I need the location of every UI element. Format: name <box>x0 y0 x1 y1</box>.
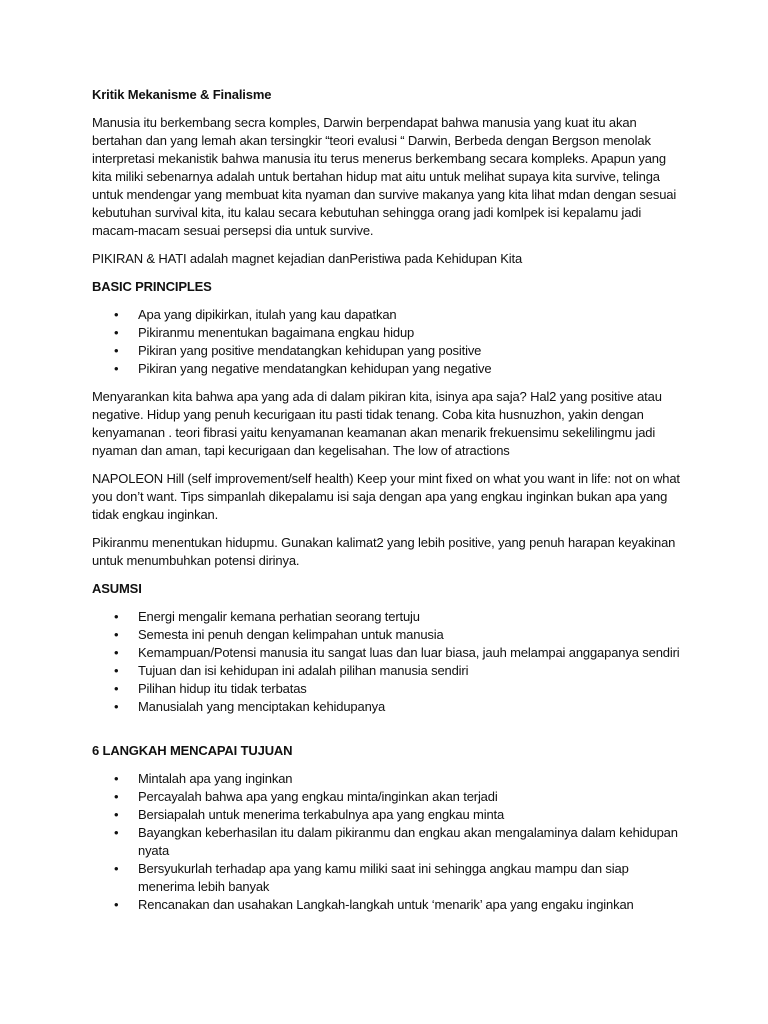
list-item: • Percayalah bahwa apa yang engkau minta/inginkan akan terjadi <box>92 788 682 806</box>
magnet-line: PIKIRAN & HATI adalah magnet kejadian danPeristiwa pada Kehidupan Kita <box>92 251 523 266</box>
list-item: • Rencanakan dan usahakan Langkah-langkah untuk ‘menarik’ apa yang engaku inginkan <box>92 896 682 914</box>
suggestion-paragraph: Menyarankan kita bahwa apa yang ada di dalam pikiran kita, isinya apa saja? Hal2 yang positive atau negative. Hidup yang penuh kecurigaan itu pasti tidak tenang. Coba kita husnuzhon, yakin dengan kenyamanan . teori fibrasi yaitu kenyamanan keamanan akan menarik frekuensimu sekelilingmu jadi nyaman dan aman, tapi kecurigaan dan kegelisahan. The low of atractions <box>92 389 662 458</box>
list-item: • Kemampuan/Potensi manusia itu sangat luas dan luar biasa, jauh melampai anggapanya sendiri <box>92 644 682 662</box>
list-item: • Mintalah apa yang inginkan <box>92 770 682 788</box>
list-item: • Pikiranmu menentukan bagaimana engkau hidup <box>92 324 682 342</box>
langkah-heading: 6 LANGKAH MENCAPAI TUJUAN <box>92 743 293 758</box>
list-item: • Pikiran yang negative mendatangkan kehidupan yang negative <box>92 360 682 378</box>
list-item: • Energi mengalir kemana perhatian seorang tertuju <box>92 608 682 626</box>
list-item: • Bersyukurlah terhadap apa yang kamu miliki saat ini sehingga angkau mampu dan siap menerima lebih banyak <box>92 860 682 896</box>
basic-principles-heading: BASIC PRINCIPLES <box>92 279 212 294</box>
section-spacer <box>92 726 682 742</box>
document-page <box>92 86 682 924</box>
asumsi-list <box>92 608 682 716</box>
intro-paragraph: Manusia itu berkembang secra komples, Darwin berpendapat bahwa manusia yang kuat itu akan bertahan dan yang lemah akan tersingkir “teori evalusi “ Darwin, Berbeda dengan Bergson menolak interpretasi mekanistik bahwa manusia itu terus menerus berkembang secara kompleks. Apapun yang kita miliki sebenarnya adalah untuk bertahan hidup mat aitu untuk melihat supaya kita survive, telinga untuk mendengar yang membuat kita nyaman dan survive makanya yang kita lihat mdan dengan sesuai kebutuhan survival kita, itu kalau secara kebutuhan sehingga orang jadi komlpek isi kepalamu jadi macam-macam sesuai persepsi dia untuk survive. <box>92 115 677 238</box>
list-item: • Pikiran yang positive mendatangkan kehidupan yang positive <box>92 342 682 360</box>
napoleon-paragraph: NAPOLEON Hill (self improvement/self health) Keep your mint fixed on what you want in life: not on what you don’t want. Tips simpanlah dikepalamu isi saja dengan apa yang engkau inginkan bukan apa yang tidak engkau inginkan. <box>92 471 680 522</box>
list-item: • Bayangkan keberhasilan itu dalam pikiranmu dan engkau akan mengalaminya dalam kehidupan nyata <box>92 824 682 860</box>
basic-principles-list <box>92 306 682 378</box>
list-item: • Apa yang dipikirkan, itulah yang kau dapatkan <box>92 306 682 324</box>
list-item: • Semesta ini penuh dengan kelimpahan untuk manusia <box>92 626 682 644</box>
list-item: • Bersiapalah untuk menerima terkabulnya apa yang engkau minta <box>92 806 682 824</box>
list-item: • Pilihan hidup itu tidak terbatas <box>92 680 682 698</box>
document-title: Kritik Mekanisme & Finalisme <box>92 87 272 102</box>
langkah-list <box>92 770 682 914</box>
asumsi-heading: ASUMSI <box>92 581 142 596</box>
list-item: • Manusialah yang menciptakan kehidupanya <box>92 698 682 716</box>
pikiran-paragraph: Pikiranmu menentukan hidupmu. Gunakan kalimat2 yang lebih positive, yang penuh harapan keyakinan untuk menumbuhkan potensi dirinya. <box>92 535 676 568</box>
list-item: • Tujuan dan isi kehidupan ini adalah pilihan manusia sendiri <box>92 662 682 680</box>
